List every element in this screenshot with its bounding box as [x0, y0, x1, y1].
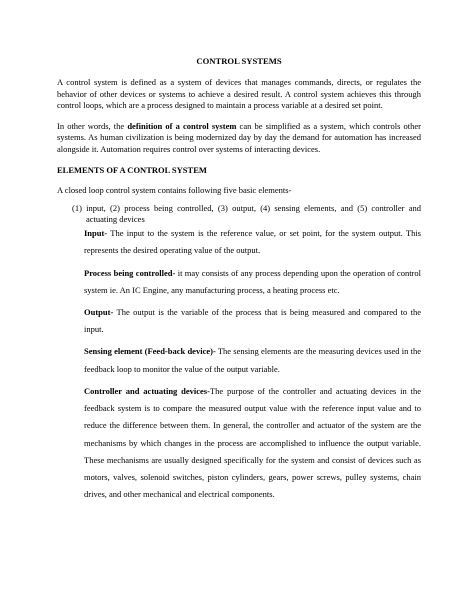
- element-process: [57, 265, 421, 299]
- element-input: [57, 225, 421, 259]
- element-label: Input-: [84, 228, 108, 239]
- element-description: it may consists of any process depending upon the operation of control system ie. An IC Engine, any manufacturing process, a heating process etc.: [84, 267, 421, 295]
- definition-paragraph: [57, 121, 421, 155]
- elements-enumeration: (1) input, (2) process being controlled, (3) output, (4) sensing elements, and (5) controller and actuating devices: [72, 202, 421, 224]
- element-description: The sensing elements are the measuring devices used in the feedback loop to monitor the value of the output variable.: [84, 346, 421, 374]
- element-description: The input to the system is the reference value, or set point, for the system output. This represents the desired operating value of the output.: [84, 228, 421, 256]
- element-label: Process being controlled-: [84, 267, 176, 278]
- element-label: Sensing element (Feed-back device)-: [84, 346, 216, 357]
- page-title: CONTROL SYSTEMS: [196, 56, 282, 66]
- intro-paragraph: A control system is defined as a system of devices that manages commands, directs, or regulates the behavior of other devices or systems to achieve a desired result. A control system achieves this through control loops, which are a process designed to maintain a process variable at a desired set point.: [57, 77, 421, 110]
- element-description: The output is the variable of the process that is being measured and compared to the input.: [84, 307, 421, 335]
- element-label: Controller and actuating devices-: [84, 385, 210, 396]
- element-label: Output-: [84, 307, 114, 318]
- section-heading: ELEMENTS OF A CONTROL SYSTEM: [57, 165, 207, 176]
- definition-text-after: can be simplified as a system, which controls other systems. As human civilization is being modernized day by day the demand for automation has increased alongside it. Automation requires control over systems of interacting devices.: [57, 121, 421, 154]
- element-output: [57, 304, 421, 338]
- definition-bold-term: definition of a control system: [127, 121, 237, 132]
- list-intro: A closed loop control system contains following five basic elements-: [57, 185, 292, 196]
- element-description: The purpose of the controller and actuating devices in the feedback system is to compare the measured output value with the reference input value and to reduce the difference between them. In general, the controller and actuator of the system are the mechanisms by which changes in the process are accomplished to influence the output variable. These mechanisms are usually designed specifically for the system and consist of devices such as motors, valves, solenoid switches, piston cylinders, gears, power screws, pulley systems, chain drives, and other mechanical and electrical components.: [84, 385, 421, 500]
- element-sensing: [57, 343, 421, 377]
- document-page: [57, 56, 421, 508]
- definition-text-before: In other words, the: [57, 121, 128, 132]
- element-controller: [57, 383, 421, 503]
